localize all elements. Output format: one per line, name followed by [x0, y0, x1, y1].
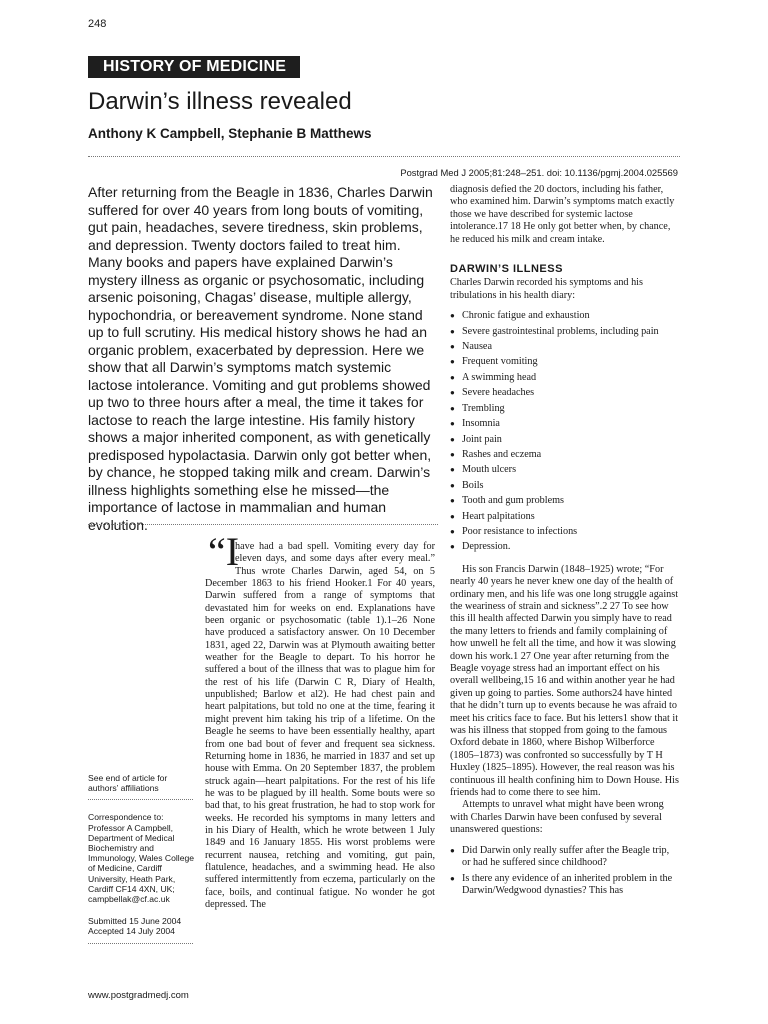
symptom-item: ● Severe headaches — [450, 387, 680, 399]
sidebar-divider — [88, 943, 193, 944]
question-item: ● Is there any evidence of an inherited problem in the Darwin/Wedgwood dynasties? This has — [450, 873, 680, 898]
sidebar — [88, 773, 198, 944]
symptom-item: ● Chronic fatigue and exhaustion — [450, 310, 680, 322]
sidebar-divider — [88, 799, 193, 800]
symptom-item: ● Heart palpitations — [450, 511, 680, 523]
header-divider — [88, 156, 680, 157]
correspondence: Correspondence to: Professor A Campbell, Department of Medical Biochemistry and Immunology, Wales College of Medicine, Cardiff University, Heath Park, Cardiff CF14 4XN, UK; campbellak@cf.ac.uk — [88, 812, 195, 905]
drop-quote: “I — [208, 529, 240, 574]
body-column — [205, 541, 435, 911]
submitted-date: Submitted 15 June 2004 — [88, 916, 182, 927]
paragraph-francis-darwin: His son Francis Darwin (1848–1925) wrote; “For nearly 40 years he never knew one day of the health of ordinary men, and his life was one long struggle against the weariness of strain and sickness”.2 27 To see how this ill health affected Darwin you simply have to read the many letters to friends and family complaining of how unwell he felt all the time, and how it was slowing down his work.1 27 One year after returning from the Beagle voyage stress had an important effect on his overall wellbeing,15 16 and within another year he had given up going to parties. Some authors24 have hinted that he didn’t turn up to events because he was afraid to meet his critics face to face. But his letters1 show that it was his illness that stopped from going to the famous Oxford debate in 1860, where Bishop Wilberforce (1805–1873) was confronted so successfully by T H Huxley (1825–1895). However, the real reason was his continuous ill health confining him to Down House. His friends had to come there to see him. — [450, 563, 679, 799]
citation: Postgrad Med J 2005;81:248–251. doi: 10.1136/pgmj.2004.025569 — [400, 167, 678, 178]
abstract-divider — [88, 524, 438, 525]
question-list — [450, 845, 680, 898]
symptom-item: ● A swimming head — [450, 372, 680, 384]
footer-url: www.postgradmedj.com — [88, 990, 189, 1001]
body-text: have had a bad spell. Vomiting every day for eleven days, and some days after every meal.” Thus wrote Charles Darwin, aged 54, on 5 December 1863 to his friend Hooker.1 For 40 years, Darwin suffered from a range of symptoms that devastated him for weeks on end. Explanations have been organic or psychosomatic (table 1).1–26 None have produced a satisfactory answer. On 10 December 1831, aged 22, Darwin was at Plymouth awaiting better weather for the Beagle to depart. To his horror he suffered a bout of the illness that was to plague him for the rest of his life (Darwin C R, Diary of Health, unpublished; Barlow et al2). He had chest pain and heart palpitations, but told no one at the time, fearing it might prevent him taking his trip of a lifetime. On the Beagle he seems to have been essentially healthy, apart from one bad bout of fever and frequent sea sickness. Returning home in 1836, he married in 1837 and set up house with Emma. On 20 September 1837, the problem struck again—heart palpitations. For the rest of his life he was to be plagued by ill health. Some bouts were so bad that, to his great frustration, he had to stop work for weeks. He recorded his symptoms in many letters and in his Diary of Health, which he wrote between 1 July 1849 and 16 January 1855. His worst problems were recurrent nausea, retching and vomiting, gut pain, flatulence, headaches, and a swimming head. He also suffered intermittently from eczema, particularly on the face, boils, and continual fatigue. No wonder he got depressed. The — [205, 541, 435, 910]
section-banner: HISTORY OF MEDICINE — [88, 56, 300, 78]
symptom-item: ● Poor resistance to infections — [450, 526, 680, 538]
symptom-item: ● Tooth and gum problems — [450, 495, 680, 507]
symptom-item: ● Frequent vomiting — [450, 356, 680, 368]
right-column-intro: diagnosis defied the 20 doctors, including his father, who examined him. Darwin’s symptoms match exactly those we have described for systemic lactose intolerance.17 18 He only got better when, by chance, he reduced his milk and cream intake. — [450, 184, 675, 245]
drop-cap-space — [205, 541, 235, 575]
symptom-item: ● Severe gastrointestinal problems, including pain — [450, 326, 680, 338]
question-item: ● Did Darwin only really suffer after the Beagle trip, or had he suffered since childhood? — [450, 845, 680, 870]
page-number: 248 — [88, 18, 107, 30]
article-title: Darwin’s illness revealed — [88, 88, 352, 115]
accepted-date: Accepted 14 July 2004 — [88, 926, 175, 937]
symptom-item: ● Insomnia — [450, 418, 680, 430]
symptom-item: ● Mouth ulcers — [450, 464, 680, 476]
symptom-item: ● Joint pain — [450, 434, 680, 446]
symptom-item: ● Nausea — [450, 341, 680, 353]
symptom-item: ● Depression. — [450, 541, 680, 553]
symptom-item: ● Rashes and eczema — [450, 449, 680, 461]
illness-intro: Charles Darwin recorded his symptoms and his tribulations in his health diary: — [450, 277, 643, 301]
right-column — [450, 184, 680, 900]
symptom-item: ● Trembling — [450, 403, 680, 415]
authors: Anthony K Campbell, Stephanie B Matthews — [88, 126, 372, 141]
affiliations-note: See end of article for authors’ affiliations — [88, 773, 168, 794]
abstract: After returning from the Beagle in 1836, Charles Darwin suffered for over 40 years from long bouts of vomiting, gut pain, headaches, severe tiredness, skin problems, and depression. Twenty doctors failed to treat him. Many books and papers have explained Darwin’s mystery illness as organic or psychosomatic, including arsenic poisoning, Chagas’ disease, multiple allergy, hypochondria, or bereavement syndrome. None stand up to full scrutiny. His medical history shows he had an organic problem, exacerbated by depression. Here we show that all Darwin’s symptoms match systemic lactose intolerance. Vomiting and gut problems showed up two to three hours after a meal, the time it takes for lactose to reach the large intestine. His family history shows a major inherited component, as with genetically predisposed hypolactasia. Darwin only got better when, by chance, he stopped taking milk and cream. Darwin’s illness highlights something else he missed—the importance of lactose in mammalian and human evolution. — [88, 184, 433, 533]
section-heading-darwins-illness: DARWIN’S ILLNESS — [450, 263, 563, 276]
symptom-item: ● Boils — [450, 480, 680, 492]
symptom-list — [450, 310, 680, 554]
paragraph-attempts: Attempts to unravel what might have been wrong with Charles Darwin have been confused by several unanswered questions: — [450, 799, 664, 836]
